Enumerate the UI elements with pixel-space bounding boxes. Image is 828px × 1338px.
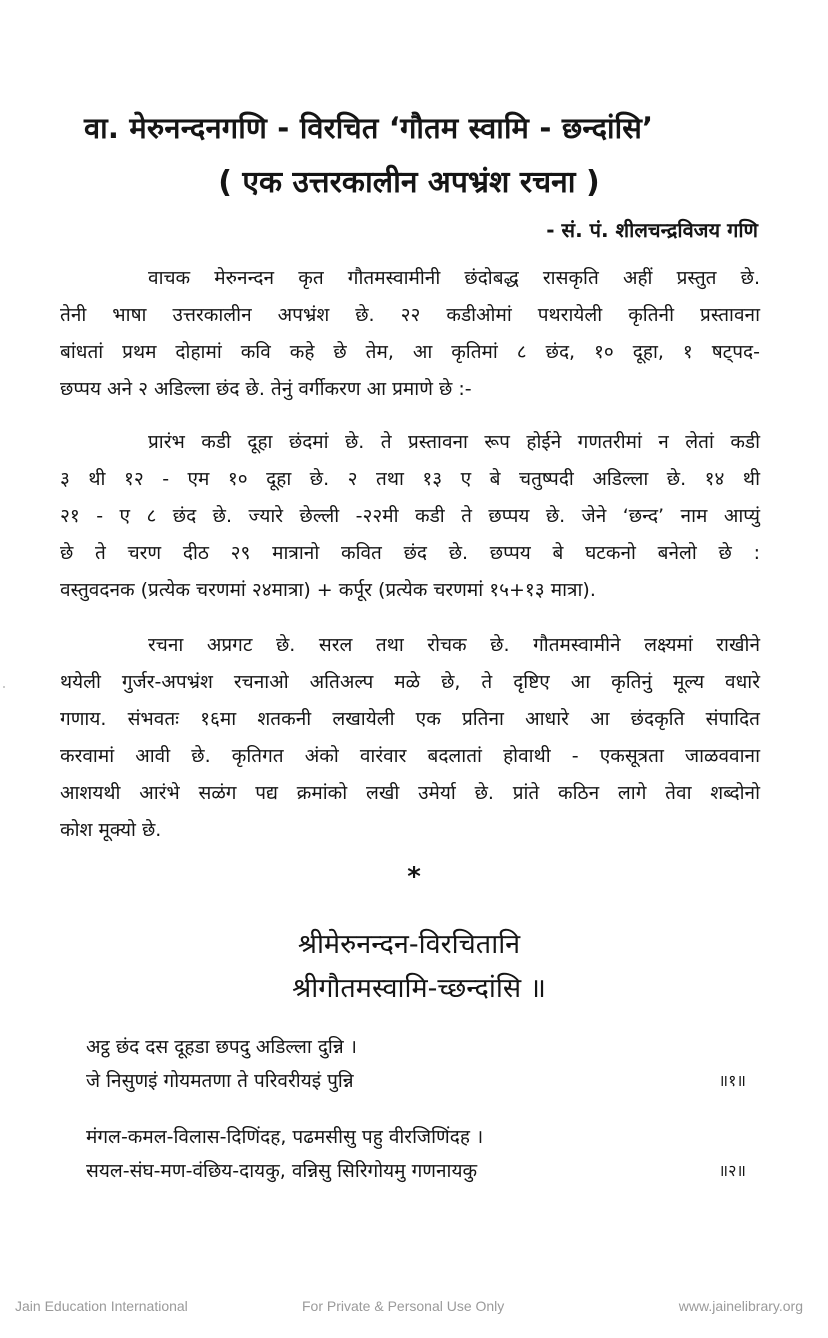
paragraph-line: थयेली गुर्जर-अपभ्रंश रचनाओ अतिअल्प मळे छे, ते दृष्टिए आ कृतिनुं मूल्य वधारे [60,671,760,693]
verse-line: मंगल-कमल-विलास-दिणिंदह, पढमसीसु पहु वीरजिणिंदह । [86,1126,484,1148]
verse-number: ॥१॥ [718,1071,746,1090]
paragraph-line: तेनी भाषा उत्तरकालीन अपभ्रंश छे. २२ कडीओमां पथरायेली कृतिनी प्रस्तावना [60,304,760,326]
footer-usage-note: For Private & Personal Use Only [302,1298,505,1314]
intro-paragraph-1 [60,260,760,408]
verse-line: अट्ठ छंद दस दूहडा छपदु अडिल्ला दुन्नि । [86,1036,357,1058]
article-subtitle: ( एक उत्तरकालीन अपभ्रंश रचना ) [218,165,600,200]
editor-credit: - सं. पं. शीलचन्द्रविजय गणि [546,218,758,242]
paragraph-line: ३ थी १२ - एम १० दूहा छे. २ तथा १३ ए बे चतुष्पदी अडिल्ला छे. १४ थी [60,468,760,490]
verse-1 [86,1030,746,1098]
verse-number: ॥२॥ [718,1161,746,1180]
text-title-line-2: श्रीगौतमस्वामि-च्छन्दांसि ॥ [292,973,546,1004]
footer-website-link[interactable]: www.jainelibrary.org [678,1298,803,1314]
intro-paragraph-2 [60,424,760,609]
paragraph-line: प्रारंभ कडी दूहा छंदमां छे. ते प्रस्तावना रूप होईने गणतरीमां न लेतां कडी [148,431,760,453]
paragraph-line: आशयथी आरंभे सळंग पद्य क्रमांको लखी उमेर्या छे. प्रांते कठिन लागे तेवा शब्दोनो [60,782,760,804]
intro-paragraph-3 [60,627,760,849]
paragraph-line: वस्तुवदनक (प्रत्येक चरणमां २४मात्रा) + कर्पूर (प्रत्येक चरणमां १५+१३ मात्रा). [60,579,596,601]
paragraph-line: कोश मूक्यो छे. [60,819,162,841]
paragraph-line: बांधतां प्रथम दोहामां कवि कहे छे तेम, आ कृतिमां ८ छंद, १० दूहा, १ षट्पद- [60,341,760,363]
verse-2 [86,1120,746,1188]
text-title-line-1: श्रीमेरुनन्दन-विरचितानि [297,929,521,960]
verse-line-with-number [86,1064,746,1098]
article-title: वा. मेरुनन्दनगणि - विरचित ‘गौतम स्वामि - छन्दांसि’ [84,111,654,145]
paragraph-line: वाचक मेरुनन्दन कृत गौतमस्वामीनी छंदोबद्ध रासकृति अहीं प्रस्तुत छे. [148,267,760,289]
section-separator-asterisk: * [407,862,421,892]
paragraph-line: करवामां आवी छे. कृतिगत अंको वारंवार बदलातां होवाथी - एकसूत्रता जाळववाना [60,745,760,767]
verse-line-with-number [86,1154,746,1188]
paragraph-line: छप्पय अने २ अडिल्ला छंद छे. तेनुं वर्गीकरण आ प्रमाणे छे :- [60,378,472,400]
scan-speck [3,686,5,688]
paragraph-line: २१ - ए ८ छंद छे. ज्यारे छेल्ली -२२मी कडी ते छप्पय छे. जेने ‘छन्द’ नाम आप्युं [60,505,760,527]
paragraph-line: छे ते चरण दीठ २९ मात्रानो कवित छंद छे. छप्पय बे घटकनो बनेलो छे : [60,542,760,564]
paragraph-line: गणाय. संभवतः १६मा शतकनी लखायेली एक प्रतिना आधारे आ छंदकृति संपादित [60,708,760,730]
verse-line: सयल-संघ-मण-वंछिय-दायकु, वन्निसु सिरिगोयमु गणनायकु [86,1160,478,1182]
verse-line: जे निसुणइं गोयमतणा ते परिवरीयइं पुन्नि [86,1070,354,1092]
paragraph-line: रचना अप्रगट छे. सरल तथा रोचक छे. गौतमस्वामीने लक्ष्यमां राखीने [148,634,760,656]
footer-publisher: Jain Education International [15,1298,188,1314]
